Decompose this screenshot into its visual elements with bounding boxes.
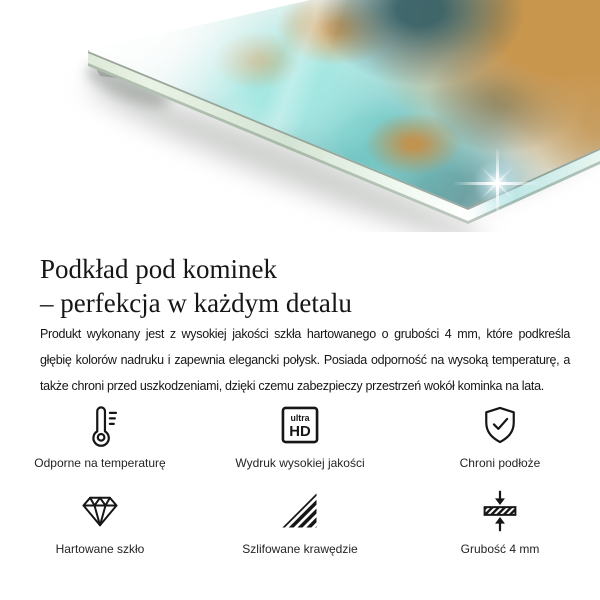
feature-polished-edges [200,488,400,574]
feature-label: Grubość 4 mm [460,542,540,556]
product-photo [0,0,600,232]
shield-check-icon [478,402,522,448]
product-description-text: Produkt wykonany jest z wysokiej jakości szkła hartowanego o grubości 4 mm, które podkreśla głębię kolorów nadruku i zapewnia elegancki połysk. Posiada odporność na wysoką temperaturę, a także chroni przed uszkodzeniami, dzięki czemu zabezpieczy przestrzeń wokół kominka na lata. [40,326,570,393]
page-title [40,252,580,320]
page-title-line1: Podkład pod kominek [40,254,277,285]
ultra-hd-icon-text-bottom: HD [289,424,311,440]
feature-label: Wydruk wysokiej jakości [235,456,365,470]
ultra-hd-icon [278,402,322,448]
features-grid [0,402,600,574]
feature-print-quality [200,402,400,488]
feature-temperature-resistant [0,402,200,488]
feature-label: Odporne na temperaturę [34,456,166,470]
feature-tempered-glass [0,488,200,574]
polished-edges-icon [278,488,322,534]
feature-label: Hartowane szkło [55,542,145,556]
feature-label: Szlifowane krawędzie [242,542,358,556]
page-title-line2: – perfekcja w każdym detalu [40,288,352,319]
diamond-icon [78,488,122,534]
thermometer-icon [78,402,122,448]
feature-protects-floor [400,402,600,488]
ultra-hd-icon-text-top: ultra [290,413,310,424]
feature-thickness [400,488,600,574]
thickness-icon [478,488,522,534]
feature-label: Chroni podłoże [459,456,541,470]
